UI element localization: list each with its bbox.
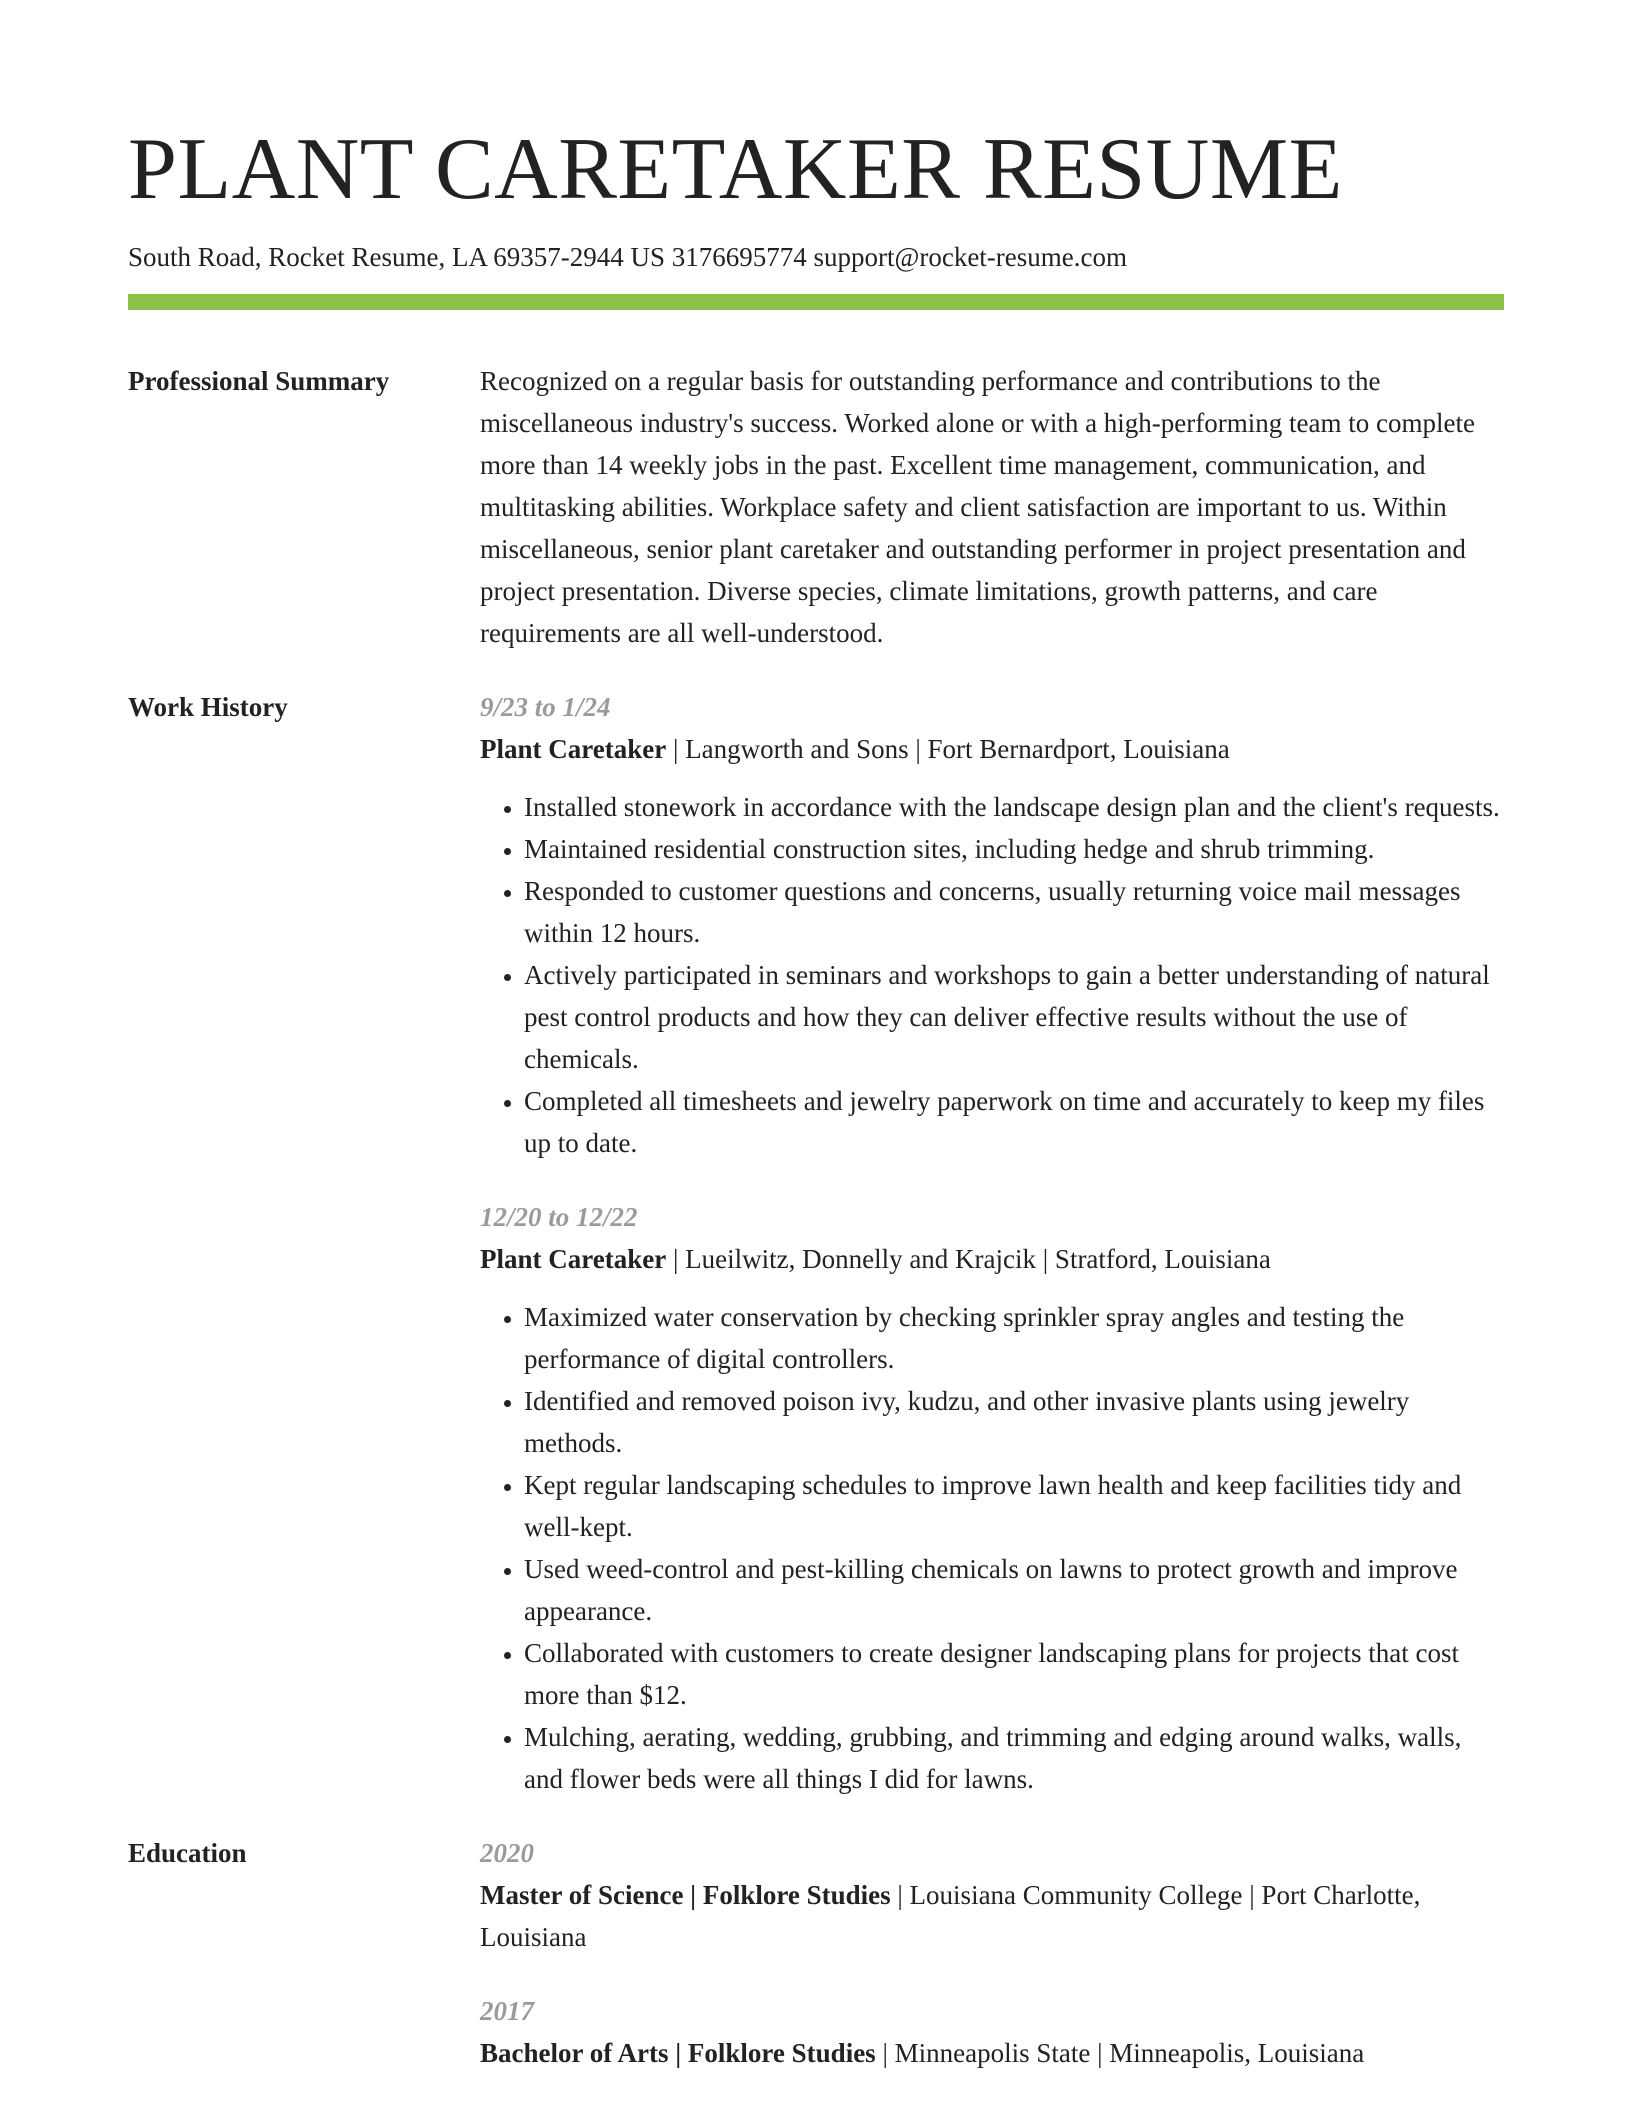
job-bullet: • Installed stonework in accordance with the landscape design plan and the client's requests.	[524, 786, 1504, 828]
education-year: 2020	[480, 1838, 534, 1868]
section-label-work-history: Work History	[128, 692, 288, 722]
contact-line: South Road, Rocket Resume, LA 69357-2944 US 3176695774 support@rocket-resume.com	[128, 242, 1127, 272]
job-bullet: • Kept regular landscaping schedules to improve lawn health and keep facilities tidy and well-kept.	[524, 1464, 1504, 1548]
job-bullet: • Maximized water conservation by checking sprinkler spray angles and testing the performance of digital controllers.	[524, 1296, 1504, 1380]
education-section	[128, 1832, 1504, 2074]
job-entry	[480, 1196, 1504, 1800]
job-bullet: • Actively participated in seminars and workshops to gain a better understanding of natural pest control products and how they can deliver effective results without the use of chemicals.	[524, 954, 1504, 1080]
resume-title: PLANT CARETAKER RESUME	[128, 121, 1343, 218]
professional-summary-section	[128, 360, 1504, 654]
job-details: | Langworth and Sons | Fort Bernardport, Louisiana	[666, 734, 1230, 764]
job-dates: 12/20 to 12/22	[480, 1202, 638, 1232]
job-dates: 9/23 to 1/24	[480, 692, 611, 722]
resume-page	[128, 0, 1504, 2074]
education-degree: Bachelor of Arts | Folklore Studies	[480, 2038, 876, 2068]
job-details: | Lueilwitz, Donnelly and Krajcik | Stratford, Louisiana	[666, 1244, 1271, 1274]
work-history-section	[128, 686, 1504, 1800]
education-heading	[480, 1874, 1504, 1958]
section-label-education: Education	[128, 1838, 247, 1868]
job-bullet-list	[480, 786, 1504, 1164]
job-heading	[480, 728, 1504, 770]
education-entry	[480, 1990, 1504, 2074]
education-entry	[480, 1832, 1504, 1958]
education-details: | Louisiana Community College | Port Charlotte, Louisiana	[480, 1880, 1421, 1952]
job-title: Plant Caretaker	[480, 734, 667, 764]
job-bullet: • Mulching, aerating, wedding, grubbing, and trimming and edging around walks, walls, and flower beds were all things I did for lawns.	[524, 1716, 1504, 1800]
job-heading	[480, 1238, 1504, 1280]
job-bullet: • Collaborated with customers to create designer landscaping plans for projects that cost more than $12.	[524, 1632, 1504, 1716]
job-bullet: • Completed all timesheets and jewelry paperwork on time and accurately to keep my files up to date.	[524, 1080, 1504, 1164]
education-details: | Minneapolis State | Minneapolis, Louisiana	[875, 2038, 1365, 2068]
education-year: 2017	[480, 1996, 534, 2026]
work-history-body	[480, 686, 1504, 1800]
job-bullet: • Used weed-control and pest-killing chemicals on lawns to protect growth and improve appearance.	[524, 1548, 1504, 1632]
summary-text: Recognized on a regular basis for outstanding performance and contributions to the miscellaneous industry's success. Worked alone or with a high-performing team to complete more than 14 weekly jobs in the past. Excellent time management, communication, and multitasking abilities. Workplace safety and client satisfaction are important to us. Within miscellaneous, senior plant caretaker and outstanding performer in project presentation and project presentation. Diverse species, climate limitations, growth patterns, and care requirements are all well-understood.	[480, 366, 1475, 648]
job-entry	[480, 686, 1504, 1164]
education-heading	[480, 2032, 1504, 2074]
education-body	[480, 1832, 1504, 2074]
job-bullet: • Responded to customer questions and concerns, usually returning voice mail messages within 12 hours.	[524, 870, 1504, 954]
education-degree: Master of Science | Folklore Studies	[480, 1880, 891, 1910]
job-title: Plant Caretaker	[480, 1244, 667, 1274]
accent-divider	[128, 294, 1504, 310]
job-bullet: • Identified and removed poison ivy, kudzu, and other invasive plants using jewelry methods.	[524, 1380, 1504, 1464]
job-bullet: • Maintained residential construction sites, including hedge and shrub trimming.	[524, 828, 1504, 870]
section-label-summary: Professional Summary	[128, 366, 390, 396]
job-bullet-list	[480, 1296, 1504, 1800]
summary-body	[480, 360, 1504, 654]
